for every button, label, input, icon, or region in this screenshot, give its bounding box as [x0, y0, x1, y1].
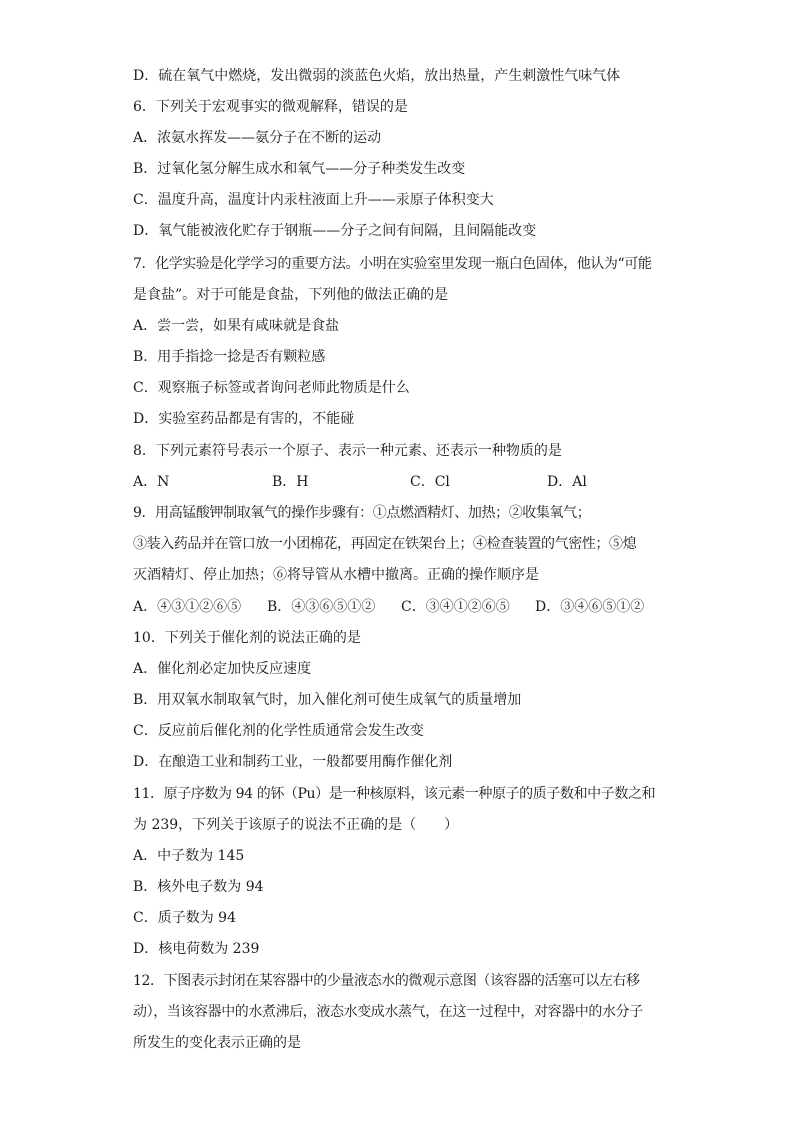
- q7-option-a: A．尝一尝，如果有咸味就是食盐: [133, 318, 340, 334]
- q9-option-b: B．④③⑥⑤①②: [267, 599, 376, 615]
- q12-stem-line3: 所发生的变化表示正确的是: [133, 1035, 301, 1051]
- q11-option-c: C．质子数为 94: [133, 910, 236, 926]
- q10-option-b: B．用双氧水制取氧气时，加入催化剂可使生成氧气的质量增加: [133, 692, 522, 708]
- q12-stem-line1: 12．下图表示封闭在某容器中的少量液态水的微观示意图（该容器的活塞可以左右移: [133, 973, 640, 989]
- q9-option-d: D．③④⑥⑤①②: [535, 599, 645, 615]
- q8-option-c: C．Cl: [410, 474, 450, 490]
- q9-stem-line2: ③装入药品并在管口放一小团棉花，再固定在铁架台上；④检查装置的气密性；⑤熄: [133, 536, 637, 552]
- q6-stem: 6．下列关于宏观事实的微观解释，错误的是: [133, 99, 408, 115]
- q6-option-c: C．温度升高，温度计内汞柱液面上升——汞原子体积变大: [133, 192, 494, 208]
- q8-stem: 8．下列元素符号表示一个原子、表示一种元素、还表示一种物质的是: [133, 443, 562, 459]
- q9-option-c: C．③④①②⑥⑤: [401, 599, 510, 615]
- q9-option-a: A．④③①②⑥⑤: [133, 599, 242, 615]
- q7-stem-line2: 是食盐”。对于可能是食盐，下列他的做法正确的是: [133, 287, 449, 303]
- q11-option-b: B．核外电子数为 94: [133, 879, 264, 895]
- q6-option-b: B．过氧化氢分解生成水和氧气——分子种类发生改变: [133, 161, 466, 177]
- q10-option-a: A．催化剂必定加快反应速度: [133, 661, 312, 677]
- q5-option-d: D．硫在氧气中燃烧，发出微弱的淡蓝色火焰，放出热量，产生刺激性气味气体: [133, 68, 621, 84]
- q11-stem-line2: 为 239，下列关于该原子的说法不正确的是（ ）: [133, 817, 459, 833]
- q6-option-a: A．浓氨水挥发——氨分子在不断的运动: [133, 130, 382, 146]
- q12-stem-line2: 动），当该容器中的水煮沸后，液态水变成水蒸气，在这一过程中，对容器中的水分子: [133, 1004, 643, 1020]
- q7-option-d: D．实验室药品都是有害的，不能碰: [133, 411, 355, 427]
- q9-stem-line1: 9．用高锰酸钾制取氧气的操作步骤有：①点燃酒精灯、加热；②收集氧气；: [133, 505, 591, 521]
- q11-option-a: A．中子数为 145: [133, 848, 245, 864]
- q6-option-d: D．氧气能被液化贮存于钢瓶——分子之间有间隔，且间隔能改变: [133, 223, 537, 239]
- q8-option-a: A．N: [133, 474, 170, 490]
- q8-option-d: D．Al: [547, 474, 587, 490]
- q7-option-c: C．观察瓶子标签或者询问老师此物质是什么: [133, 380, 410, 396]
- q7-stem-line1: 7．化学实验是化学学习的重要方法。小明在实验室里发现一瓶白色固体，他认为“可能: [133, 256, 652, 272]
- q10-option-d: D．在酿造工业和制药工业，一般都要用酶作催化剂: [133, 754, 453, 770]
- q10-stem: 10．下列关于催化剂的说法正确的是: [133, 630, 361, 646]
- q7-option-b: B．用手指捻一捻是否有颗粒感: [133, 349, 326, 365]
- q8-option-b: B．H: [272, 474, 309, 490]
- q11-option-d: D．核电荷数为 239: [133, 941, 260, 957]
- q10-option-c: C．反应前后催化剂的化学性质通常会发生改变: [133, 723, 424, 739]
- q9-stem-line3: 灭酒精灯、停止加热；⑥将导管从水槽中撤离。正确的操作顺序是: [133, 567, 539, 583]
- q11-stem-line1: 11．原子序数为 94 的钚（Pu）是一种核原料，该元素一种原子的质子数和中子数之和: [133, 786, 656, 802]
